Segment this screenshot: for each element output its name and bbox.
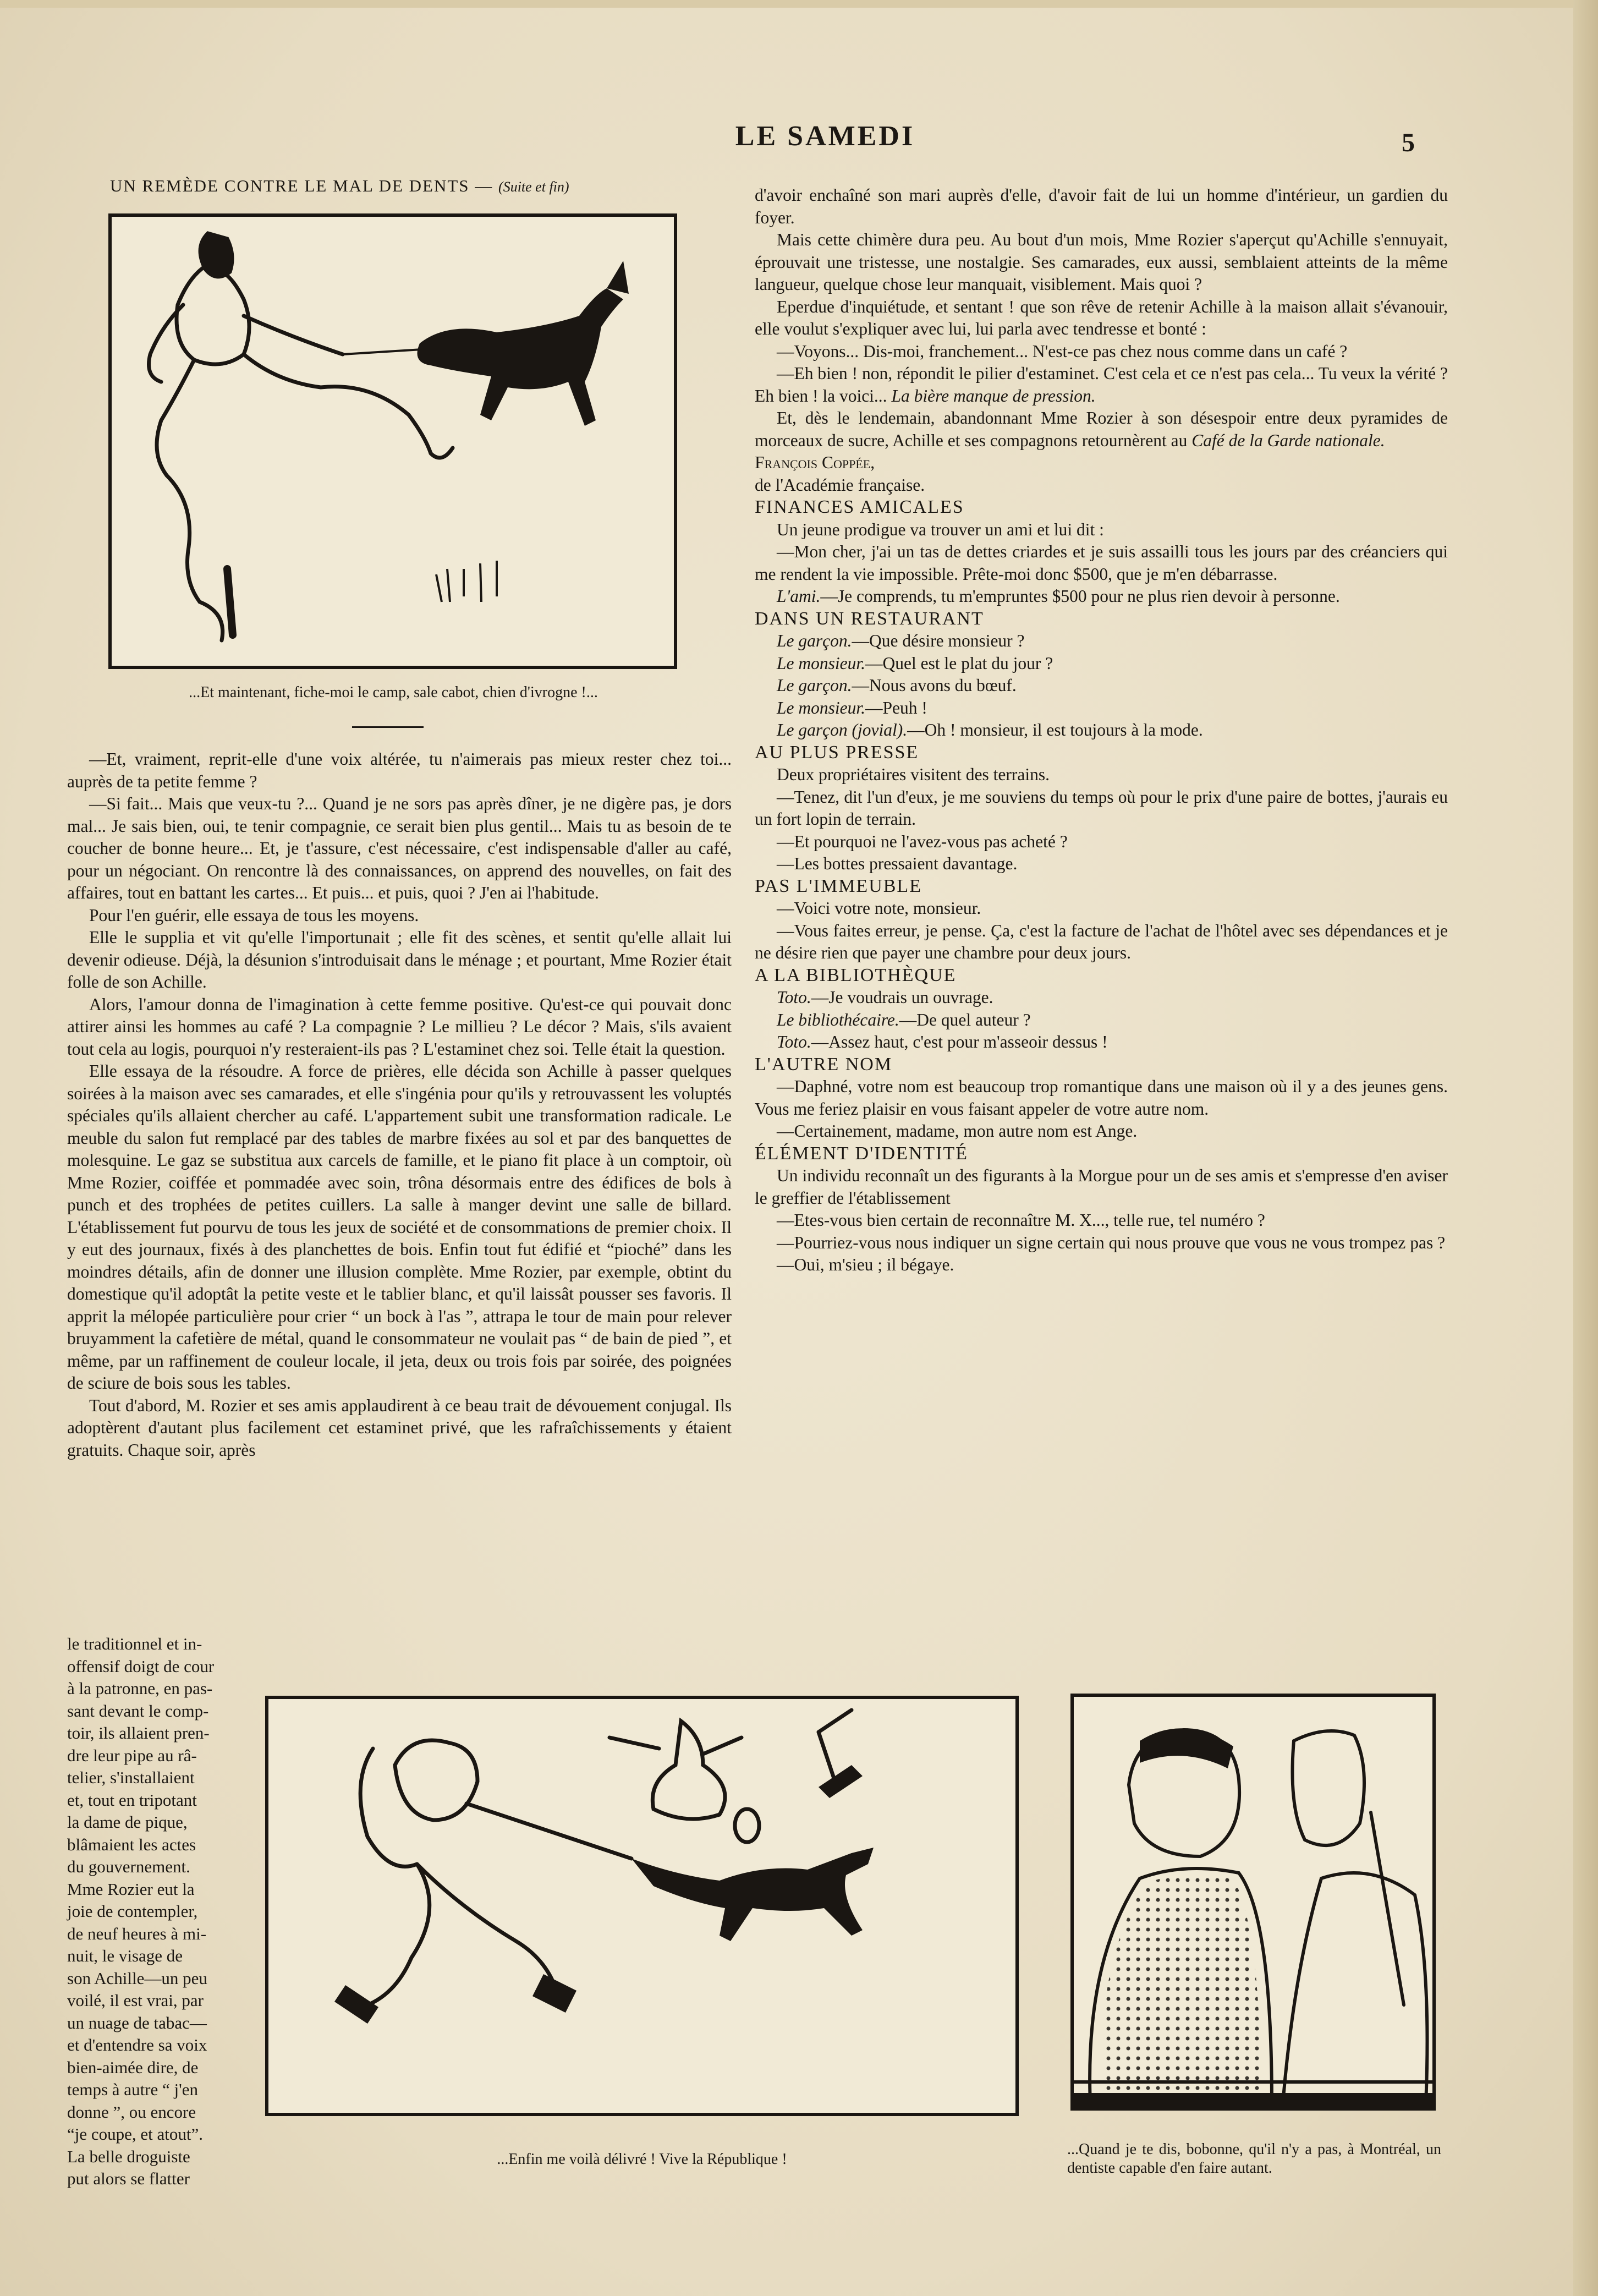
section-heading: FINANCES AMICALES: [755, 497, 964, 517]
paragraph: Alors, l'amour donna de l'imagination à cette femme positive. Qu'est-ce qui pouvait donc attirer ainsi les hommes au café ? La compagnie ? Le millieu ? Le décor ? Mais, s'ils avaient tout cela au logis, pourquoi n'y resteraient-ils pas ? L'estaminet chez soi. Telle était la question.: [67, 994, 732, 1059]
section-line: [755, 585, 1448, 608]
section-line: [755, 719, 1448, 742]
paragraph: Tout d'abord, M. Rozier et ses amis applaudirent à ce beau trait de dévouement conjugal. Ils adoptèrent d'autant plus facilement cet estaminet privé, que les rafraîchissements y étaient gratuits. Chaque soir, après: [67, 1395, 732, 1460]
speaker-label: Le garçon.: [777, 676, 852, 695]
speaker-label: Toto.: [777, 1032, 811, 1051]
line-text: —Mon cher, j'ai un tas de dettes criardes et je suis assailli tous les jours par des créanciers qui me rendent la vie impossible. Prête-moi donc $500, que je m'en débarrasse.: [755, 542, 1448, 584]
speaker-label: Le garçon.: [777, 631, 852, 650]
narrow-line: voilé, il est vrai, par: [67, 1991, 204, 2010]
line-text: —Daphné, votre nom est beaucoup trop romantique dans une maison où il y a des jeunes gens. Vous me feriez plaisir en vous faisant appeler de votre autre nom.: [755, 1077, 1448, 1119]
man-kicking-dog-drawing: [112, 217, 674, 666]
separator-rule-1: [352, 726, 424, 728]
line-text: —Pourriez-vous nous indiquer un signe certain qui nous prouve que vous ne vous trompez pas ?: [777, 1232, 1446, 1252]
line-text: —Assez haut, c'est pour m'asseoir dessus !: [811, 1032, 1108, 1051]
section-line: [755, 653, 1448, 675]
section-line: [755, 831, 1448, 853]
section-line: [755, 987, 1448, 1009]
paragraph: d'avoir enchaîné son mari auprès d'elle, d'avoir fait de lui un homme d'intérieur, un gardien du foyer.: [755, 185, 1448, 227]
narrow-line: temps à autre “ j'en: [67, 2080, 198, 2099]
section-line: [755, 1209, 1448, 1232]
masthead-title: LE SAMEDI: [735, 120, 915, 152]
narrow-line: La belle droguiste: [67, 2146, 190, 2166]
section-heading: AU PLUS PRESSE: [755, 742, 919, 763]
speaker-label: Toto.: [777, 988, 811, 1007]
section-line: [755, 541, 1448, 585]
paper-top-edge: [0, 0, 1598, 8]
section-heading: ÉLÉMENT D'IDENTITÉ: [755, 1143, 969, 1164]
speaker-label: L'ami.: [777, 587, 821, 606]
narrow-line: offensif doigt de cour: [67, 1656, 215, 1676]
illustration-man-freed: [265, 1696, 1019, 2116]
section-line: [755, 519, 1448, 541]
paragraph: Mais cette chimère dura peu. Au bout d'un mois, Mme Rozier s'aperçut qu'Achille s'ennuyait, éprouvait une tristesse, une nostalgie. Ses camarades, eux aussi, semblaient atteints de la même langueur, quelque chose leur manquait, visiblement. Mais quoi ?: [755, 230, 1448, 294]
line-text: —Les bottes pressaient davantage.: [777, 854, 1018, 873]
line-text: Deux propriétaires visitent des terrains.: [777, 765, 1050, 784]
section-line: [755, 675, 1448, 697]
section-line: [755, 630, 1448, 653]
paragraph: —Voyons... Dis-moi, franchement... N'est-ce pas chez nous comme dans un café ?: [777, 341, 1348, 361]
line-text: —Que désire monsieur ?: [852, 631, 1025, 650]
paragraph: Pour l'en guérir, elle essaya de tous les moyens.: [89, 905, 419, 925]
illustration-caption-1: ...Et maintenant, fiche-moi le camp, sale cabot, chien d'ivrogne !...: [189, 684, 598, 701]
line-text: —Nous avons du bœuf.: [852, 676, 1017, 695]
narrow-line: de neuf heures à mi-: [67, 1924, 207, 1943]
speaker-label: Le monsieur.: [777, 698, 866, 717]
section-line: [755, 1254, 1448, 1276]
illustration-caption-3: ...Quand je te dis, bobonne, qu'il n'y a pas, à Montréal, un dentiste capable d'en faire autant.: [1067, 2141, 1441, 2177]
line-text: Un individu reconnaît un des figurants à la Morgue pour un de ses amis et s'empresse d'en aviser le greffier de l'établissement: [755, 1166, 1448, 1208]
story-title: UN REMÈDE CONTRE LE MAL DE DENTS: [110, 176, 470, 195]
narrow-line: “je coupe, et atout”.: [67, 2124, 204, 2144]
illustration-dentist-couple: [1070, 1694, 1436, 2111]
story-title-suffix: (Suite et fin): [498, 179, 569, 195]
page-number: 5: [1402, 128, 1415, 157]
section-heading: A LA BIBLIOTHÈQUE: [755, 965, 957, 985]
author-name: François Coppée,: [755, 453, 875, 472]
line-text: —Etes-vous bien certain de reconnaître M. X..., telle rue, tel numéro ?: [777, 1210, 1265, 1230]
left-column: [67, 748, 732, 1461]
paragraph: Elle le supplia et vit qu'elle l'importunait ; elle fit des scènes, et sentit qu'elle allait lui devenir odieuse. Déjà, la désunion s'introduisait dans le ménage ; et pourtant, Mme Rozier était folle de son Achille.: [67, 928, 732, 991]
section-heading: L'AUTRE NOM: [755, 1054, 893, 1075]
author-affiliation: de l'Académie française.: [755, 475, 925, 495]
author-signature: [755, 452, 1448, 474]
narrow-line: put alors se flatter: [67, 2169, 190, 2188]
narrow-line: donne ”, ou encore: [67, 2102, 196, 2122]
section-line: [755, 697, 1448, 720]
paragraph: Eperdue d'inquiétude, et sentant ! que son rêve de retenir Achille à la maison allait s'évanouir, elle voulut s'expliquer avec lui, lui parla avec tendresse et bonté :: [755, 297, 1448, 338]
narrow-line: blâmaient les actes: [67, 1834, 196, 1854]
line-text: —Voici votre note, monsieur.: [777, 898, 981, 918]
narrow-line: joie de contempler,: [67, 1902, 198, 1921]
section-line: [755, 1009, 1448, 1032]
paper-right-edge: [1573, 0, 1598, 2296]
narrow-line: et, tout en tripotant: [67, 1790, 197, 1810]
paragraph-text: —Eh bien ! non, répondit le pilier d'estaminet. C'est cela et ce n'est pas cela... Tu veux la vérité ? Eh bien ! la voici...: [755, 364, 1448, 406]
section-heading: PAS L'IMMEUBLE: [755, 875, 922, 896]
section-line: [755, 1232, 1448, 1254]
illustration-caption-2: ...Enfin me voilà délivré ! Vive la République !: [497, 2151, 787, 2168]
narrow-line: le traditionnel et in-: [67, 1634, 202, 1653]
narrow-line: un nuage de tabac—: [67, 2013, 207, 2032]
narrow-line: à la patronne, en pas-: [67, 1679, 213, 1698]
narrow-line: et d'entendre sa voix: [67, 2035, 207, 2054]
line-text: —Peuh !: [865, 698, 927, 717]
line-text: —Quel est le plat du jour ?: [865, 653, 1053, 673]
narrow-line: dre leur pipe au râ-: [67, 1745, 197, 1765]
cafe-name: Café de la Garde nationale.: [1191, 430, 1385, 450]
speaker-label: Le monsieur.: [777, 653, 866, 673]
section-line: [755, 920, 1448, 965]
line-text: —Vous faites erreur, je pense. Ça, c'est la facture de l'achat de l'hôtel avec ses dépendances et je ne désire rien que payer une chambre pour deux jours.: [755, 920, 1448, 962]
narrow-column: [67, 1633, 232, 2190]
section-line: [755, 1031, 1448, 1054]
section-line: [755, 1076, 1448, 1120]
narrow-line: bien-aimée dire, de: [67, 2057, 199, 2077]
line-text: —De quel auteur ?: [899, 1010, 1031, 1029]
narrow-line: toir, ils allaient pren-: [67, 1723, 210, 1742]
line-text: —Je voudrais un ouvrage.: [811, 988, 993, 1007]
section-line: [755, 764, 1448, 786]
jokes-sections: [755, 496, 1448, 1276]
narrow-line: nuit, le visage de: [67, 1946, 183, 1965]
paragraph: —Si fait... Mais que veux-tu ?... Quand je ne sors pas après dîner, je ne digère pas, je dors mal... Je sais bien, oui, te tenir compagnie, ce serait bien plus gentil... Mais tu as besoin de te coucher de bonne heure... Et, je t'assure, c'est nécessaire, c'est indispensable d'aller au café, pour un négociant. On rencontre là des connaissances, on apprend des nouvelles, on fait des affaires, tout en battant les cartes... Et puis... et puis, quoi ? J'en ai l'habitude.: [67, 794, 732, 902]
speaker-label: Le bibliothécaire.: [777, 1010, 899, 1029]
paragraph: [755, 363, 1448, 407]
paragraph: —Et, vraiment, reprit-elle d'une voix altérée, tu n'aimerais pas mieux rester chez toi... auprès de ta petite femme ?: [67, 749, 732, 791]
story-heading: UN REMÈDE CONTRE LE MAL DE DENTS — (Suite et fin): [110, 176, 569, 195]
speaker-label: Le garçon (jovial).: [777, 720, 908, 739]
illustration-man-kicking-dog: [108, 213, 677, 669]
narrow-line: la dame de pique,: [67, 1812, 188, 1832]
section-line: [755, 786, 1448, 831]
narrow-line: du gouvernement.: [67, 1857, 190, 1876]
line-text: —Je comprends, tu m'empruntes $500 pour ne plus rien devoir à personne.: [820, 587, 1340, 606]
narrow-line: telier, s'installaient: [67, 1768, 195, 1787]
italic-phrase: La bière manque de pression.: [891, 386, 1096, 406]
narrow-line: sant devant le comp-: [67, 1701, 209, 1720]
narrow-line: son Achille—un peu: [67, 1968, 207, 1988]
line-text: —Oui, m'sieu ; il bégaye.: [777, 1255, 954, 1274]
right-column: [755, 184, 1448, 1276]
line-text: —Et pourquoi ne l'avez-vous pas acheté ?: [777, 831, 1068, 851]
couple-drawing: [1074, 1697, 1432, 2107]
paragraph: [755, 407, 1448, 452]
section-line: [755, 853, 1448, 875]
line-text: —Certainement, madame, mon autre nom est Ange.: [777, 1121, 1138, 1141]
paragraph: Elle essaya de la résoudre. A force de prières, elle décida son Achille à passer quelques soirées à la maison avec ses camarades, et elle s'ingénia pour qu'ils y retrouvassent les voluptés spéciales qu'ils allaient chercher au café. L'appartement subit une transformation radicale. Le meuble du salon fut remplacé par des tables de marbre fixées au sol et par des banquettes de molesquine. Le gaz se substitua aux carcels de famille, et le piano fit place à un comptoir, où Mme Rozier, coiffée et pommadée avec soin, trôna désormais entre des édifices de bols à punch et des trophées de petites cuillers. La salle à manger devint une salle de billard. L'établissement fut pourvu de tous les jeux de société et de consommations de premier choix. Il y eut des journaux, fixés à des planchettes de bois. Enfin tout fut édifié et “pioché” dans les moindres détails, afin de donner une illusion complète. Mme Rozier, par exemple, obtint du domestique qu'il adoptât la petite veste et le tablier blanc, et qu'il laissât pousser ses favoris. Il apprit la mélopée particulière pour crier “ un bock à l'as ”, attrapa le tour de main pour relever bruyamment la cafetière de métal, quand le consommateur ne voulait pas “ de bain de pied ”, et même, par un raffinement de couleur locale, il jeta, deux ou trois fois par soirée, des poignées de sciure de bois sous les tables.: [67, 1061, 732, 1393]
line-text: —Tenez, dit l'un d'eux, je me souviens du temps où pour le prix d'une paire de bottes, j'aurais eu un fort lopin de terrain.: [755, 787, 1448, 829]
paragraph-text: Et, dès le lendemain, abandonnant Mme Rozier à son désespoir entre deux pyramides de morceaux de sucre, Achille et ses compagnons retournèrent au: [755, 408, 1448, 450]
man-running-drawing: [268, 1699, 1015, 2113]
section-line: [755, 897, 1448, 920]
section-heading: DANS UN RESTAURANT: [755, 608, 984, 629]
narrow-line: Mme Rozier eut la: [67, 1879, 195, 1899]
section-line: [755, 1120, 1448, 1143]
line-text: —Oh ! monsieur, il est toujours à la mode.: [907, 720, 1203, 739]
section-line: [755, 1165, 1448, 1209]
line-text: Un jeune prodigue va trouver un ami et lui dit :: [777, 519, 1104, 539]
